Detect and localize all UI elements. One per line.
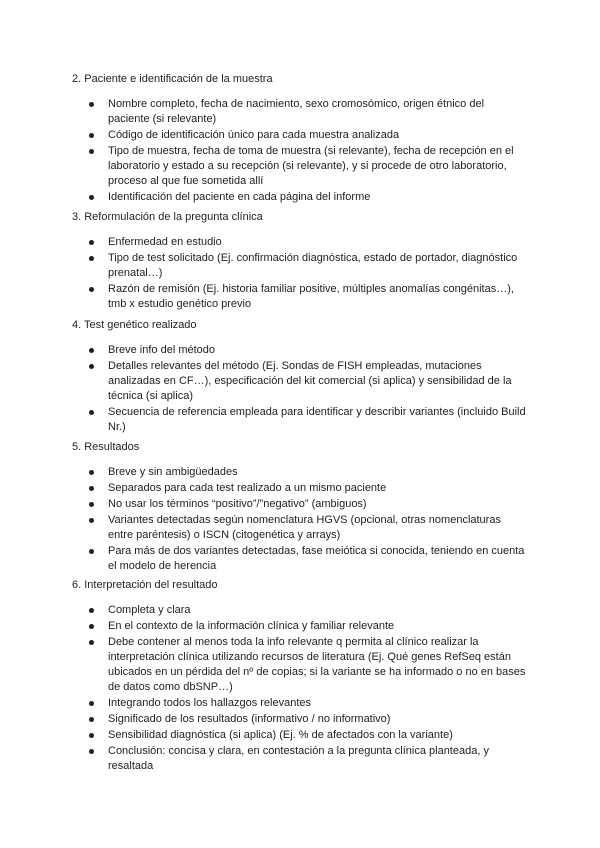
section-title: 5. Resultados — [72, 441, 140, 453]
list-item — [72, 343, 528, 358]
list-item-text: Razón de remisión (Ej. historia familiar positive, múltiples anomalías congénitas…), tmb x estudio genético previo — [108, 283, 514, 310]
list-item — [72, 190, 528, 205]
list-item-text: Nombre completo, fecha de nacimiento, sexo cromosómico, origen étnico del paciente (si relevante) — [108, 98, 485, 125]
section-results — [72, 440, 532, 575]
list-item — [72, 251, 528, 281]
bullet-dot-icon — [89, 640, 94, 645]
list-item — [72, 696, 528, 711]
list-item — [72, 481, 528, 496]
list-item-text: Tipo de muestra, fecha de toma de muestra (si relevante), fecha de recepción en el laboratorio y estado a su recepción (si relevante), y si procede de otro laboratorio, proceso al que fue sometida allí — [108, 145, 514, 187]
bullet-dot-icon — [89, 749, 94, 754]
section-title: 6. Interpretación del resultado — [72, 579, 218, 591]
list-item — [72, 144, 528, 189]
list-item — [72, 497, 528, 512]
bullet-dot-icon — [89, 410, 94, 415]
list-item — [72, 465, 528, 480]
section-interpretation — [72, 578, 532, 775]
list-item-text: En el contexto de la información clínica y familiar relevante — [108, 620, 395, 632]
section-title: 3. Reformulación de la pregunta clínica — [72, 211, 263, 223]
bullet-dot-icon — [89, 701, 94, 706]
bullet-dot-icon — [89, 287, 94, 292]
list-item-text: Tipo de test solicitado (Ej. confirmación diagnóstica, estado de portador, diagnóstico prenatal…) — [108, 252, 518, 279]
bullet-list — [72, 235, 532, 312]
section-title: 2. Paciente e identificación de la muestra — [72, 73, 273, 85]
bullet-dot-icon — [89, 348, 94, 353]
bullet-dot-icon — [89, 717, 94, 722]
bullet-dot-icon — [89, 240, 94, 245]
list-item — [72, 744, 528, 774]
list-item — [72, 128, 528, 143]
bullet-dot-icon — [89, 502, 94, 507]
list-item — [72, 97, 528, 127]
bullet-list — [72, 603, 532, 774]
list-item-text: Completa y clara — [108, 604, 191, 616]
list-item — [72, 513, 528, 543]
section-genetic-test — [72, 318, 532, 436]
list-item-text: Significado de los resultados (informativo / no informativo) — [108, 713, 391, 725]
list-item — [72, 635, 528, 695]
bullet-dot-icon — [89, 149, 94, 154]
list-item — [72, 728, 528, 743]
list-item — [72, 619, 528, 634]
list-item-text: Identificación del paciente en cada página del informe — [108, 191, 371, 203]
list-item — [72, 603, 528, 618]
bullet-dot-icon — [89, 256, 94, 261]
bullet-dot-icon — [89, 195, 94, 200]
bullet-dot-icon — [89, 733, 94, 738]
list-item — [72, 359, 528, 404]
section-clinical-question — [72, 210, 532, 313]
list-item-text: Debe contener al menos toda la info relevante q permita al clínico realizar la interpretación clínica utilizando recursos de literatura (Ej. Qué genes RefSeq están ubicados en un pérdida del nº de copias; si la variante se ha informado o no en bases de datos como dbSNP…) — [108, 636, 526, 693]
bullet-list — [72, 465, 532, 574]
list-item-text: Separados para cada test realizado a un mismo paciente — [108, 482, 387, 494]
bullet-dot-icon — [89, 608, 94, 613]
list-item-text: Sensibilidad diagnóstica (si aplica) (Ej. % de afectados con la variante) — [108, 729, 453, 741]
bullet-dot-icon — [89, 624, 94, 629]
bullet-list — [72, 343, 532, 435]
list-item-text: Detalles relevantes del método (Ej. Sondas de FISH empleadas, mutaciones analizadas en CF…), especificación del kit comercial (si aplica) y sensibilidad de la técnica (si aplica) — [108, 360, 512, 402]
list-item-text: No usar los términos “positivo”/”negativo” (ambiguos) — [108, 498, 367, 510]
bullet-list — [72, 97, 532, 205]
bullet-dot-icon — [89, 364, 94, 369]
bullet-dot-icon — [89, 486, 94, 491]
list-item-text: Breve y sin ambigüedades — [108, 466, 238, 478]
bullet-dot-icon — [89, 518, 94, 523]
list-item-text: Variantes detectadas según nomenclatura HGVS (opcional, otras nomenclaturas entre paréntesis) o ISCN (citogenética y arrays) — [108, 514, 501, 541]
bullet-dot-icon — [89, 133, 94, 138]
bullet-dot-icon — [89, 102, 94, 107]
list-item — [72, 544, 528, 574]
bullet-dot-icon — [89, 549, 94, 554]
list-item-text: Integrando todos los hallazgos relevantes — [108, 697, 312, 709]
list-item — [72, 235, 528, 250]
list-item — [72, 712, 528, 727]
list-item — [72, 282, 528, 312]
section-patient-sample — [72, 72, 532, 206]
bullet-dot-icon — [89, 470, 94, 475]
list-item-text: Enfermedad en estudio — [108, 236, 222, 248]
list-item-text: Breve info del método — [108, 344, 216, 356]
list-item-text: Secuencia de referencia empleada para identificar y describir variantes (incluido Build Nr.) — [108, 406, 526, 433]
list-item — [72, 405, 528, 435]
list-item-text: Conclusión: concisa y clara, en contestación a la pregunta clínica planteada, y resaltada — [108, 745, 489, 772]
list-item-text: Código de identificación único para cada muestra analizada — [108, 129, 400, 141]
section-title: 4. Test genético realizado — [72, 319, 197, 331]
list-item-text: Para más de dos variantes detectadas, fase meiótica si conocida, teniendo en cuenta el modelo de herencia — [108, 545, 525, 572]
